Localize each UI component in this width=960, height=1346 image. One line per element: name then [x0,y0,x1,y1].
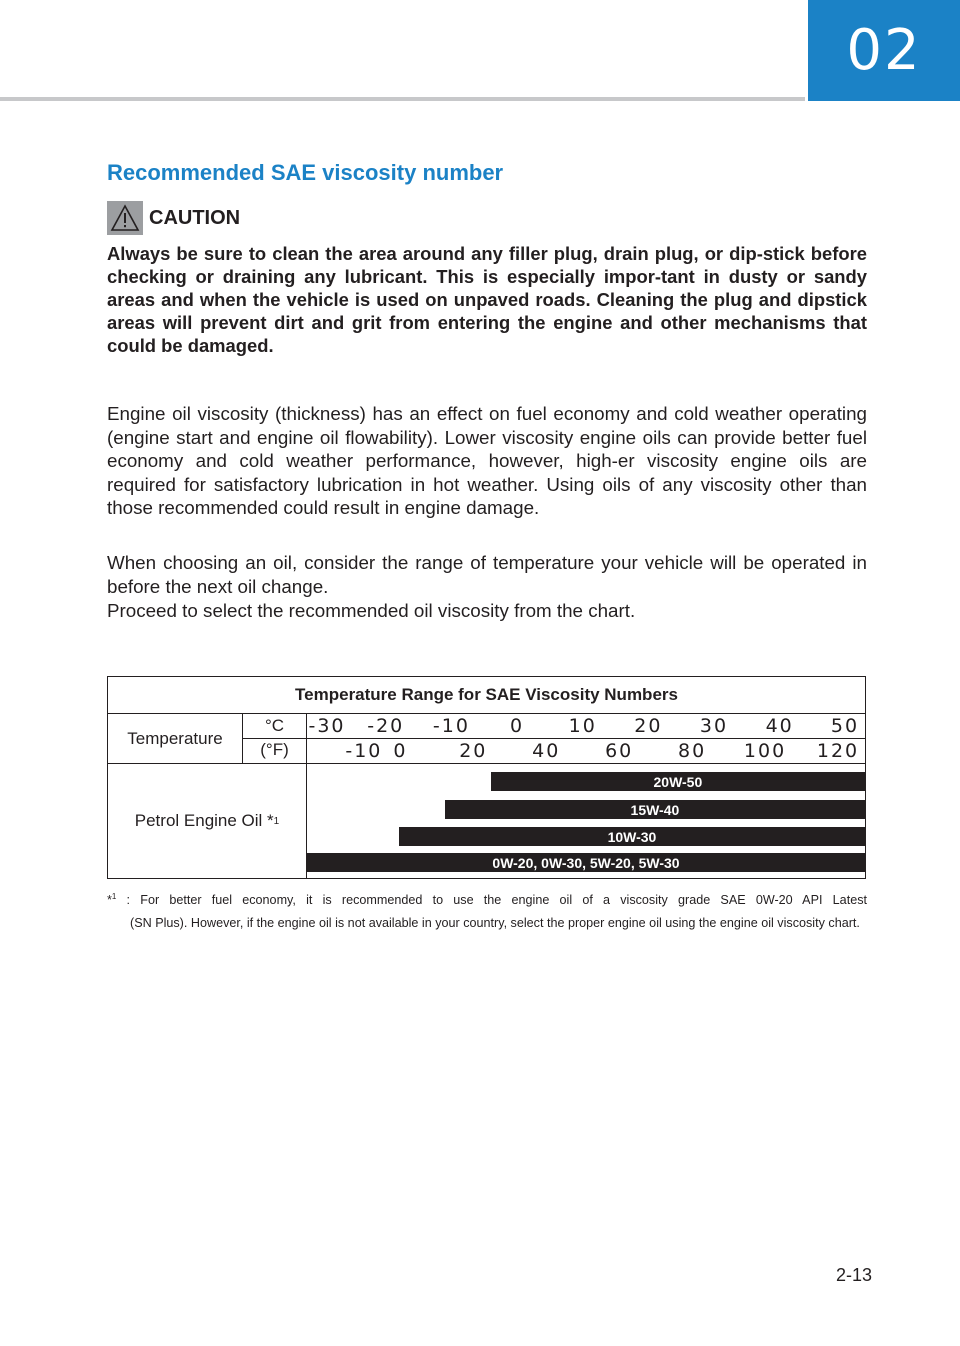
viscosity-bar: 20W-50 [491,772,865,791]
fahrenheit-tick-label: -10 [345,740,383,762]
footnote-continuation: (SN Plus). However, if the engine oil is not available in your country, select the proper engine oil using the engine oil viscosity chart. [130,916,860,931]
section-title: Recommended SAE viscosity number [107,160,504,185]
fahrenheit-tick-label: 40 [532,740,561,762]
header-rule [0,97,805,101]
body-paragraph: When choosing an oil, consider the range of temperature your vehicle will be operated in before the next oil change. [107,552,867,597]
celsius-tick-label: 0 [510,715,525,737]
fahrenheit-tick-label: 100 [743,740,787,762]
chart-title: Temperature Range for SAE Viscosity Numbers [108,677,865,714]
footnote-mark: *$^1$ [107,892,117,908]
fahrenheit-unit: (°F) [243,739,307,763]
viscosity-bars [307,763,865,879]
temperature-label: Temperature [108,714,243,763]
viscosity-bar: 15W-40 [445,800,865,819]
celsius-tick-label: -20 [367,715,405,737]
fahrenheit-tick-label: 60 [605,740,634,762]
caution-header [107,201,240,235]
warning-triangle-icon [107,201,143,235]
viscosity-bar: 0W-20, 0W-30, 5W-20, 5W-30 [307,853,865,872]
fahrenheit-tick-label: 0 [393,740,408,762]
fahrenheit-tick-label: 120 [816,740,860,762]
viscosity-chart [107,676,866,879]
celsius-tick-label: -30 [308,715,346,737]
celsius-tick-label: -10 [432,715,470,737]
page-number: 2-13 [836,1265,873,1285]
oil-type-label [108,763,307,879]
celsius-tick-label: 50 [830,715,860,737]
celsius-tick-label: 40 [765,715,794,737]
viscosity-bar: 10W-30 [399,827,865,846]
celsius-tick-label: 30 [699,715,729,737]
footnote-line [107,885,867,912]
footnote-marker: 1 [273,815,280,827]
caution-label: CAUTION [149,206,241,229]
caution-text: Always be sure to clean the area around any filler plug, drain plug, or dip-stick before checking or draining any lubricant. This is especially impor-tant in dusty or sandy areas and when the vehicle is used on unpaved roads. Cleaning the plug and dipstick areas will prevent dirt and grit from entering the engine and other mechanisms that could be damaged. [107,243,867,356]
fahrenheit-tick-label: 80 [678,740,707,762]
fahrenheit-scale [307,739,865,763]
body-paragraph: Engine oil viscosity (thickness) has an effect on fuel economy and cold weather operating (engine start and engine oil flowability). Lower viscosity engine oils can provide better fuel economy and cold weather performance, however, high-er viscosity engine oils are required for satisfactory lubrication in hot weather. Using oils of any viscosity other than those recommended could result in engine damage. [107,403,867,518]
celsius-unit: °C [243,714,307,739]
oil-type-text: Petrol Engine Oil * [134,811,274,830]
chapter-tab: 02 [808,0,960,101]
celsius-tick-label: 10 [568,715,597,737]
footnote-text: : For better fuel economy, it is recommended to use the engine oil of a viscosity grade SAE 0W-20 API Latest [116,893,867,908]
body-paragraph: Proceed to select the recommended oil viscosity from the chart. [107,600,636,621]
celsius-scale [307,714,865,739]
footnote [107,885,867,935]
celsius-tick-label: 20 [634,715,663,737]
fahrenheit-tick-label: 20 [459,740,488,762]
